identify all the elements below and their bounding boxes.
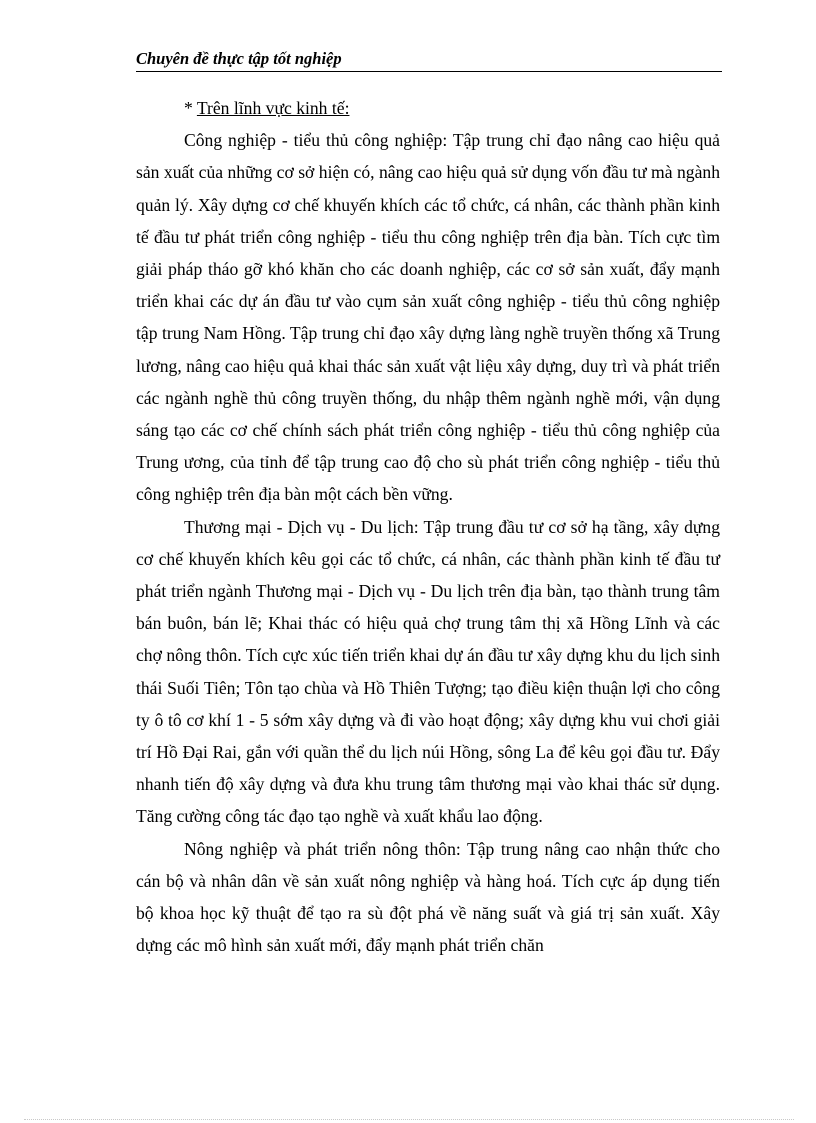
paragraph-industry: Công nghiệp - tiểu thủ công nghiệp: Tập trung chỉ đạo nâng cao hiệu quả sản xuất của những cơ sở hiện có, nâng cao hiệu quả sử dụng vốn đầu tư mà ngành quản lý. Xây dựng cơ chế khuyến khích các tổ chức, cá nhân, các thành phần kinh tế đầu tư phát triển công nghiệp - tiểu thu công nghiệp trên địa bàn. Tích cực tìm giải pháp tháo gỡ khó khăn cho các doanh nghiệp, các cơ sở sản xuất, đẩy mạnh triển khai các dự án đầu tư vào cụm sản xuất công nghiệp - tiểu thủ công nghiệp tập trung Nam Hồng. Tập trung chỉ đạo xây dựng làng nghề truyền thống xã Trung lương, nâng cao hiệu quả khai thác sản xuất vật liệu xây dựng, duy trì và phát triển các ngành nghề thủ công truyền thống, du nhập thêm ngành nghề mới, vận dụng sáng tạo các cơ chế chính sách phát triển công nghiệp - tiểu thủ công nghiệp của Trung ương, của tỉnh để tập trung cao độ cho sù phát triển công nghiệp - tiểu thủ công nghiệp trên địa bàn một cách bền vững. bbox=[136, 130, 720, 505]
section-heading bbox=[136, 92, 720, 124]
section-heading-text: Trên lĩnh vực kinh tế: bbox=[196, 98, 350, 118]
page-header bbox=[136, 49, 722, 72]
paragraph-agriculture: Nông nghiệp và phát triển nông thôn: Tập trung nâng cao nhận thức cho cán bộ và nhân dân về sản xuất nông nghiệp và hàng hoá. Tích cực áp dụng tiến bộ khoa học kỹ thuật để tạo ra sù đột phá về năng suất và giá trị sản xuất. Xây dựng các mô hình sản xuất mới, đẩy mạnh phát triển chăn bbox=[136, 838, 720, 956]
paragraph-trade-services-tourism: Thương mại - Dịch vụ - Du lịch: Tập trung đầu tư cơ sở hạ tầng, xây dựng cơ chế khuyến khích kêu gọi các tổ chức, cá nhân, các thành phần kinh tế đầu tư phát triển ngành Thương mại - Dịch vụ - Du lịch trên địa bàn, tạo thành trung tâm bán buôn, bán lẽ; Khai thác có hiệu quả chợ trung tâm thị xã Hồng Lĩnh và các chợ nông thôn. Tích cực xúc tiến triển khai dự án đầu tư xây dựng khu du lịch sinh thái Suối Tiên; Tôn tạo chùa và Hồ Thiên Tượng; tạo điều kiện thuận lợi cho công ty ô tô cơ khí 1 - 5 sớm xây dựng và đi vào hoạt động; xây dựng khu vui chơi giải trí Hồ Đại Rai, gắn với quần thể du lịch núi Hồng, sông La để kêu gọi đầu tư. Đẩy nhanh tiến độ xây dựng và đưa khu trung tâm thương mại vào khai thác sử dụng. Tăng cường công tác đạo tạo nghề và xuất khẩu lao động. bbox=[136, 516, 720, 827]
document-body bbox=[136, 92, 720, 961]
page-bottom-divider bbox=[24, 1119, 794, 1120]
section-marker: * bbox=[184, 98, 197, 118]
header-title: Chuyên đề thực tập tốt nghiệp bbox=[136, 49, 342, 68]
